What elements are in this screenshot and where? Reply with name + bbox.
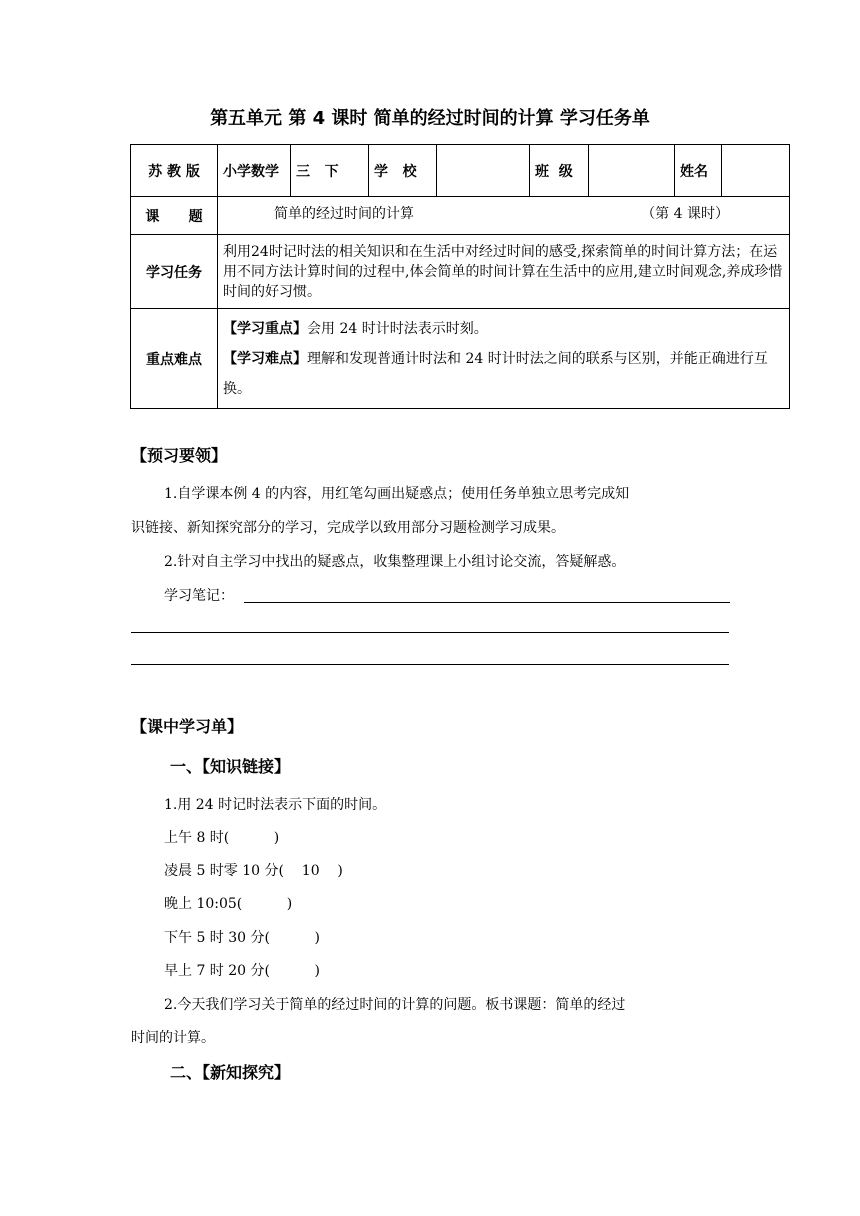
info-table <box>130 144 790 409</box>
question-1: 1.用 24 时记时法表示下面的时间。 <box>164 797 387 813</box>
school-value[interactable] <box>437 145 530 197</box>
difficulty: 【学习难点】理解和发现普通计时法和 24 时计时法之间的联系与区别，并能正确进行互换。 <box>223 350 768 397</box>
name-label: 姓名 <box>675 145 722 197</box>
preview-heading: 【预习要领】 <box>131 446 228 465</box>
page-title: 第五单元 第 4 课时 简单的经过时间的计算 学习任务单 <box>210 108 650 129</box>
class-sheet-heading: 【课中学习单】 <box>131 717 244 736</box>
preview-item1-line2: 识链接、新知探究部分的学习，完成学以致用部分习题检测学习成果。 <box>131 520 565 536</box>
class-value[interactable] <box>589 145 675 197</box>
time-item: 凌晨 5 时零 10 分( 10 ) <box>164 863 343 879</box>
publisher-cell: 苏 教 版 <box>131 145 218 197</box>
notes-line-3[interactable] <box>131 664 729 665</box>
preview-item2: 2.针对自主学习中找出的疑惑点，收集整理课上小组讨论交流，答疑解惑。 <box>164 554 626 570</box>
time-item: 上午 8 时( ) <box>164 830 280 846</box>
section-new-knowledge: 二、【新知探究】 <box>170 1063 291 1082</box>
key-text <box>218 309 790 409</box>
time-item: 早上 7 时 20 分( ) <box>164 963 320 979</box>
notes-line-1[interactable] <box>244 602 730 603</box>
school-label: 学 校 <box>369 145 437 197</box>
preview-item1-line1: 1.自学课本例 4 的内容，用红笔勾画出疑惑点；使用任务单独立思考完成知 <box>164 486 630 502</box>
class-label: 班 级 <box>530 145 589 197</box>
key-point: 【学习重点】会用 24 时计时法表示时刻。 <box>223 320 488 337</box>
section-knowledge-link: 一、【知识链接】 <box>170 757 291 776</box>
topic-label: 课 题 <box>131 197 218 235</box>
subject-cell: 小学数学 <box>218 145 291 197</box>
notes-label: 学习笔记： <box>164 588 234 604</box>
time-item: 晚上 10:05( ) <box>164 896 293 912</box>
grade-cell: 三 下 <box>291 145 369 197</box>
question-2-line1: 2.今天我们学习关于简单的经过时间的计算的问题。板书课题：简单的经过 <box>164 997 626 1013</box>
question-2-line2: 时间的计算。 <box>131 1030 215 1046</box>
key-label: 重点难点 <box>131 309 218 409</box>
task-label: 学习任务 <box>131 235 218 309</box>
topic-value <box>218 197 790 235</box>
topic-lesson: （第 4 课时） <box>641 206 729 222</box>
time-item: 下午 5 时 30 分( ) <box>164 930 320 946</box>
notes-line-2[interactable] <box>131 632 729 633</box>
name-value[interactable] <box>722 145 790 197</box>
task-text: 利用24时记时法的相关知识和在生活中对经过时间的感受,探索简单的时间计算方法；在运用不同方法计算时间的过程中,体会简单的时间计算在生活中的应用,建立时间观念,养成珍惜时间的好习惯。 <box>218 235 790 309</box>
topic-name: 简单的经过时间的计算 <box>274 206 414 222</box>
